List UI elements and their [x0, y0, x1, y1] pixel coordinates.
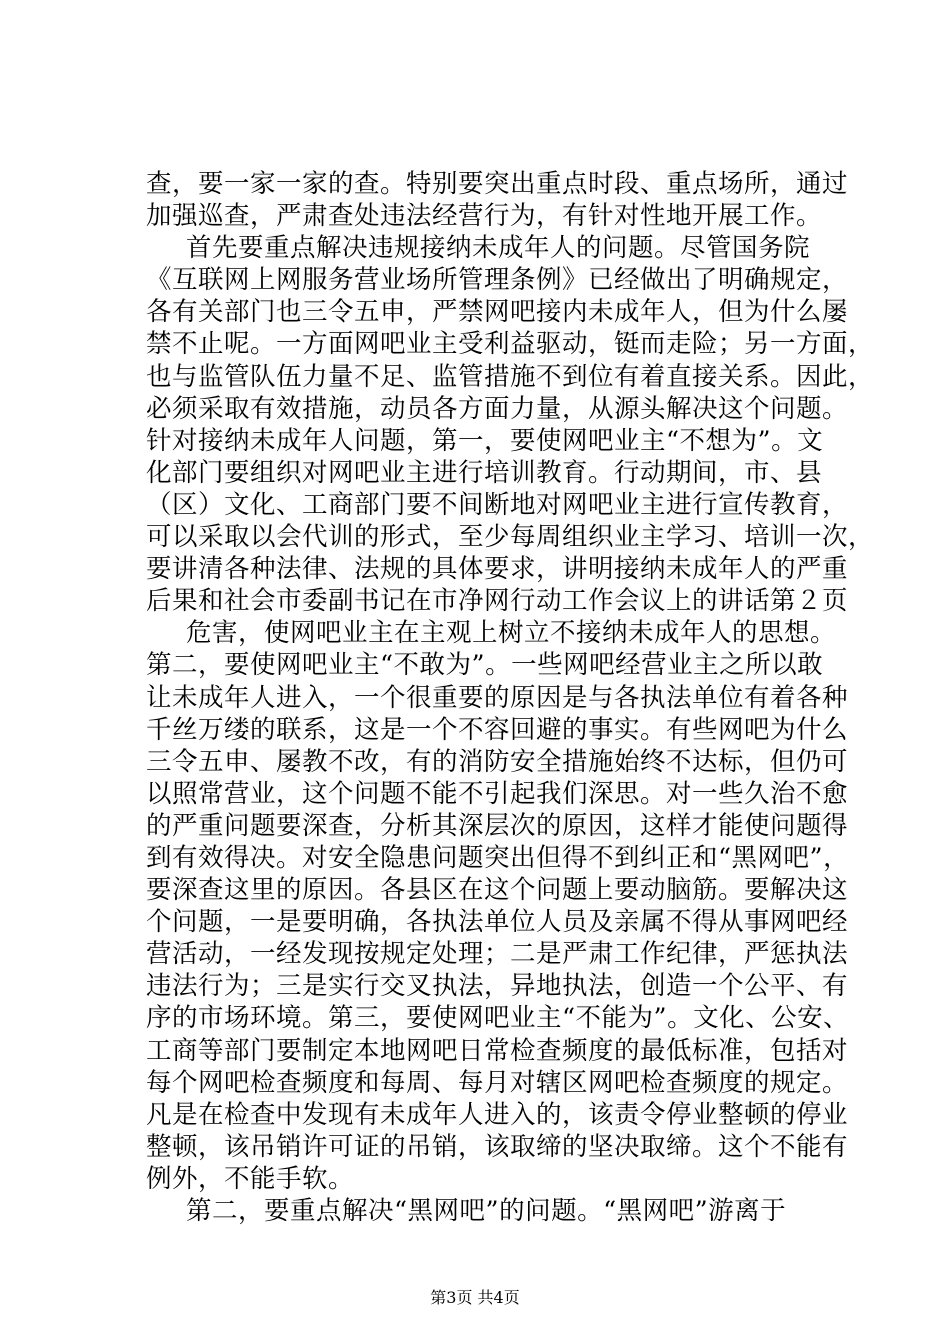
text-line: 化部门要组织对网吧业主进行培训教育。行动期间，市、县 [146, 457, 823, 488]
page-footer: 第3页 共4页 [430, 1288, 520, 1307]
text-line: 工商等部门要制定本地网吧日常检查频度的最低标准，包括对 [146, 1035, 849, 1066]
text-line: 要深查这里的原因。各县区在这个问题上要动脑筋。要解决这 [146, 875, 849, 906]
text-line: 禁不止呢。一方面网吧业主受利益驱动，铤而走险；另一方面， [146, 329, 875, 360]
text-line: 三令五申、屡教不改，有的消防安全措施始终不达标，但仍可 [146, 746, 849, 777]
text-line: （区）文化、工商部门要不间断地对网吧业主进行宣传教育， [146, 489, 849, 520]
text-line: 危害，使网吧业主在主观上树立不接纳未成年人的思想。 [186, 618, 837, 649]
text-line: 各有关部门也三令五申，严禁网吧接内未成年人，但为什么屡 [146, 297, 849, 328]
text-line: 第二，要重点解决“黑网吧”的问题。“黑网吧”游离于 [186, 1196, 787, 1226]
text-line: 让未成年人进入，一个很重要的原因是与各执法单位有着各种 [146, 682, 849, 713]
text-line: 也与监管队伍力量不足、监管措施不到位有着直接关系。因此， [146, 361, 875, 392]
text-line: 以照常营业，这个问题不能不引起我们深思。对一些久治不愈 [146, 778, 849, 809]
text-line: 每个网吧检查频度和每周、每月对辖区网吧检查频度的规定。 [146, 1067, 849, 1098]
text-line: 查，要一家一家的查。特别要突出重点时段、重点场所，通过 [146, 169, 849, 199]
text-line: 后果和社会市委副书记在市净网行动工作会议上的讲话第２页 [146, 586, 849, 617]
text-line: 《互联网上网服务营业场所管理条例》已经做出了明确规定， [146, 265, 849, 296]
text-line: 第二，要使网吧业主“不敢为”。一些网吧经营业主之所以敢 [146, 650, 824, 681]
text-line: 整顿，该吊销许可证的吊销，该取缔的坚决取缔。这个不能有 [146, 1131, 849, 1162]
document-body [146, 168, 875, 1227]
text-line: 可以采取以会代训的形式，至少每周组织业主学习、培训一次， [146, 522, 875, 553]
text-line: 例外，不能手软。 [146, 1163, 355, 1194]
text-line: 千丝万缕的联系，这是一个不容回避的事实。有些网吧为什么 [146, 714, 849, 745]
text-line: 营活动，一经发现按规定处理；二是严肃工作纪律，严惩执法 [146, 939, 849, 970]
text-line: 的严重问题要深查，分析其深层次的原因，这样才能使问题得 [146, 810, 849, 841]
text-line: 针对接纳未成年人问题，第一，要使网吧业主“不想为”。文 [146, 425, 824, 456]
text-line: 凡是在检查中发现有未成年人进入的，该责令停业整顿的停业 [146, 1099, 849, 1130]
text-line: 加强巡查，严肃查处违法经营行为，有针对性地开展工作。 [146, 201, 823, 232]
text-line: 首先要重点解决违规接纳未成年人的问题。尽管国务院 [186, 233, 811, 264]
text-line: 到有效得决。对安全隐患问题突出但得不到纠正和“黑网吧”， [146, 842, 850, 873]
text-line: 要讲清各种法律、法规的具体要求，讲明接纳未成年人的严重 [146, 554, 849, 585]
text-line: 必须采取有效措施，动员各方面力量，从源头解决这个问题。 [146, 393, 849, 424]
text-line: 个问题，一是要明确，各执法单位人员及亲属不得从事网吧经 [146, 907, 849, 938]
text-line: 序的市场环境。第三，要使网吧业主“不能为”。文化、公安、 [146, 1003, 850, 1034]
text-line: 违法行为；三是实行交叉执法，异地执法，创造一个公平、有 [146, 971, 849, 1002]
